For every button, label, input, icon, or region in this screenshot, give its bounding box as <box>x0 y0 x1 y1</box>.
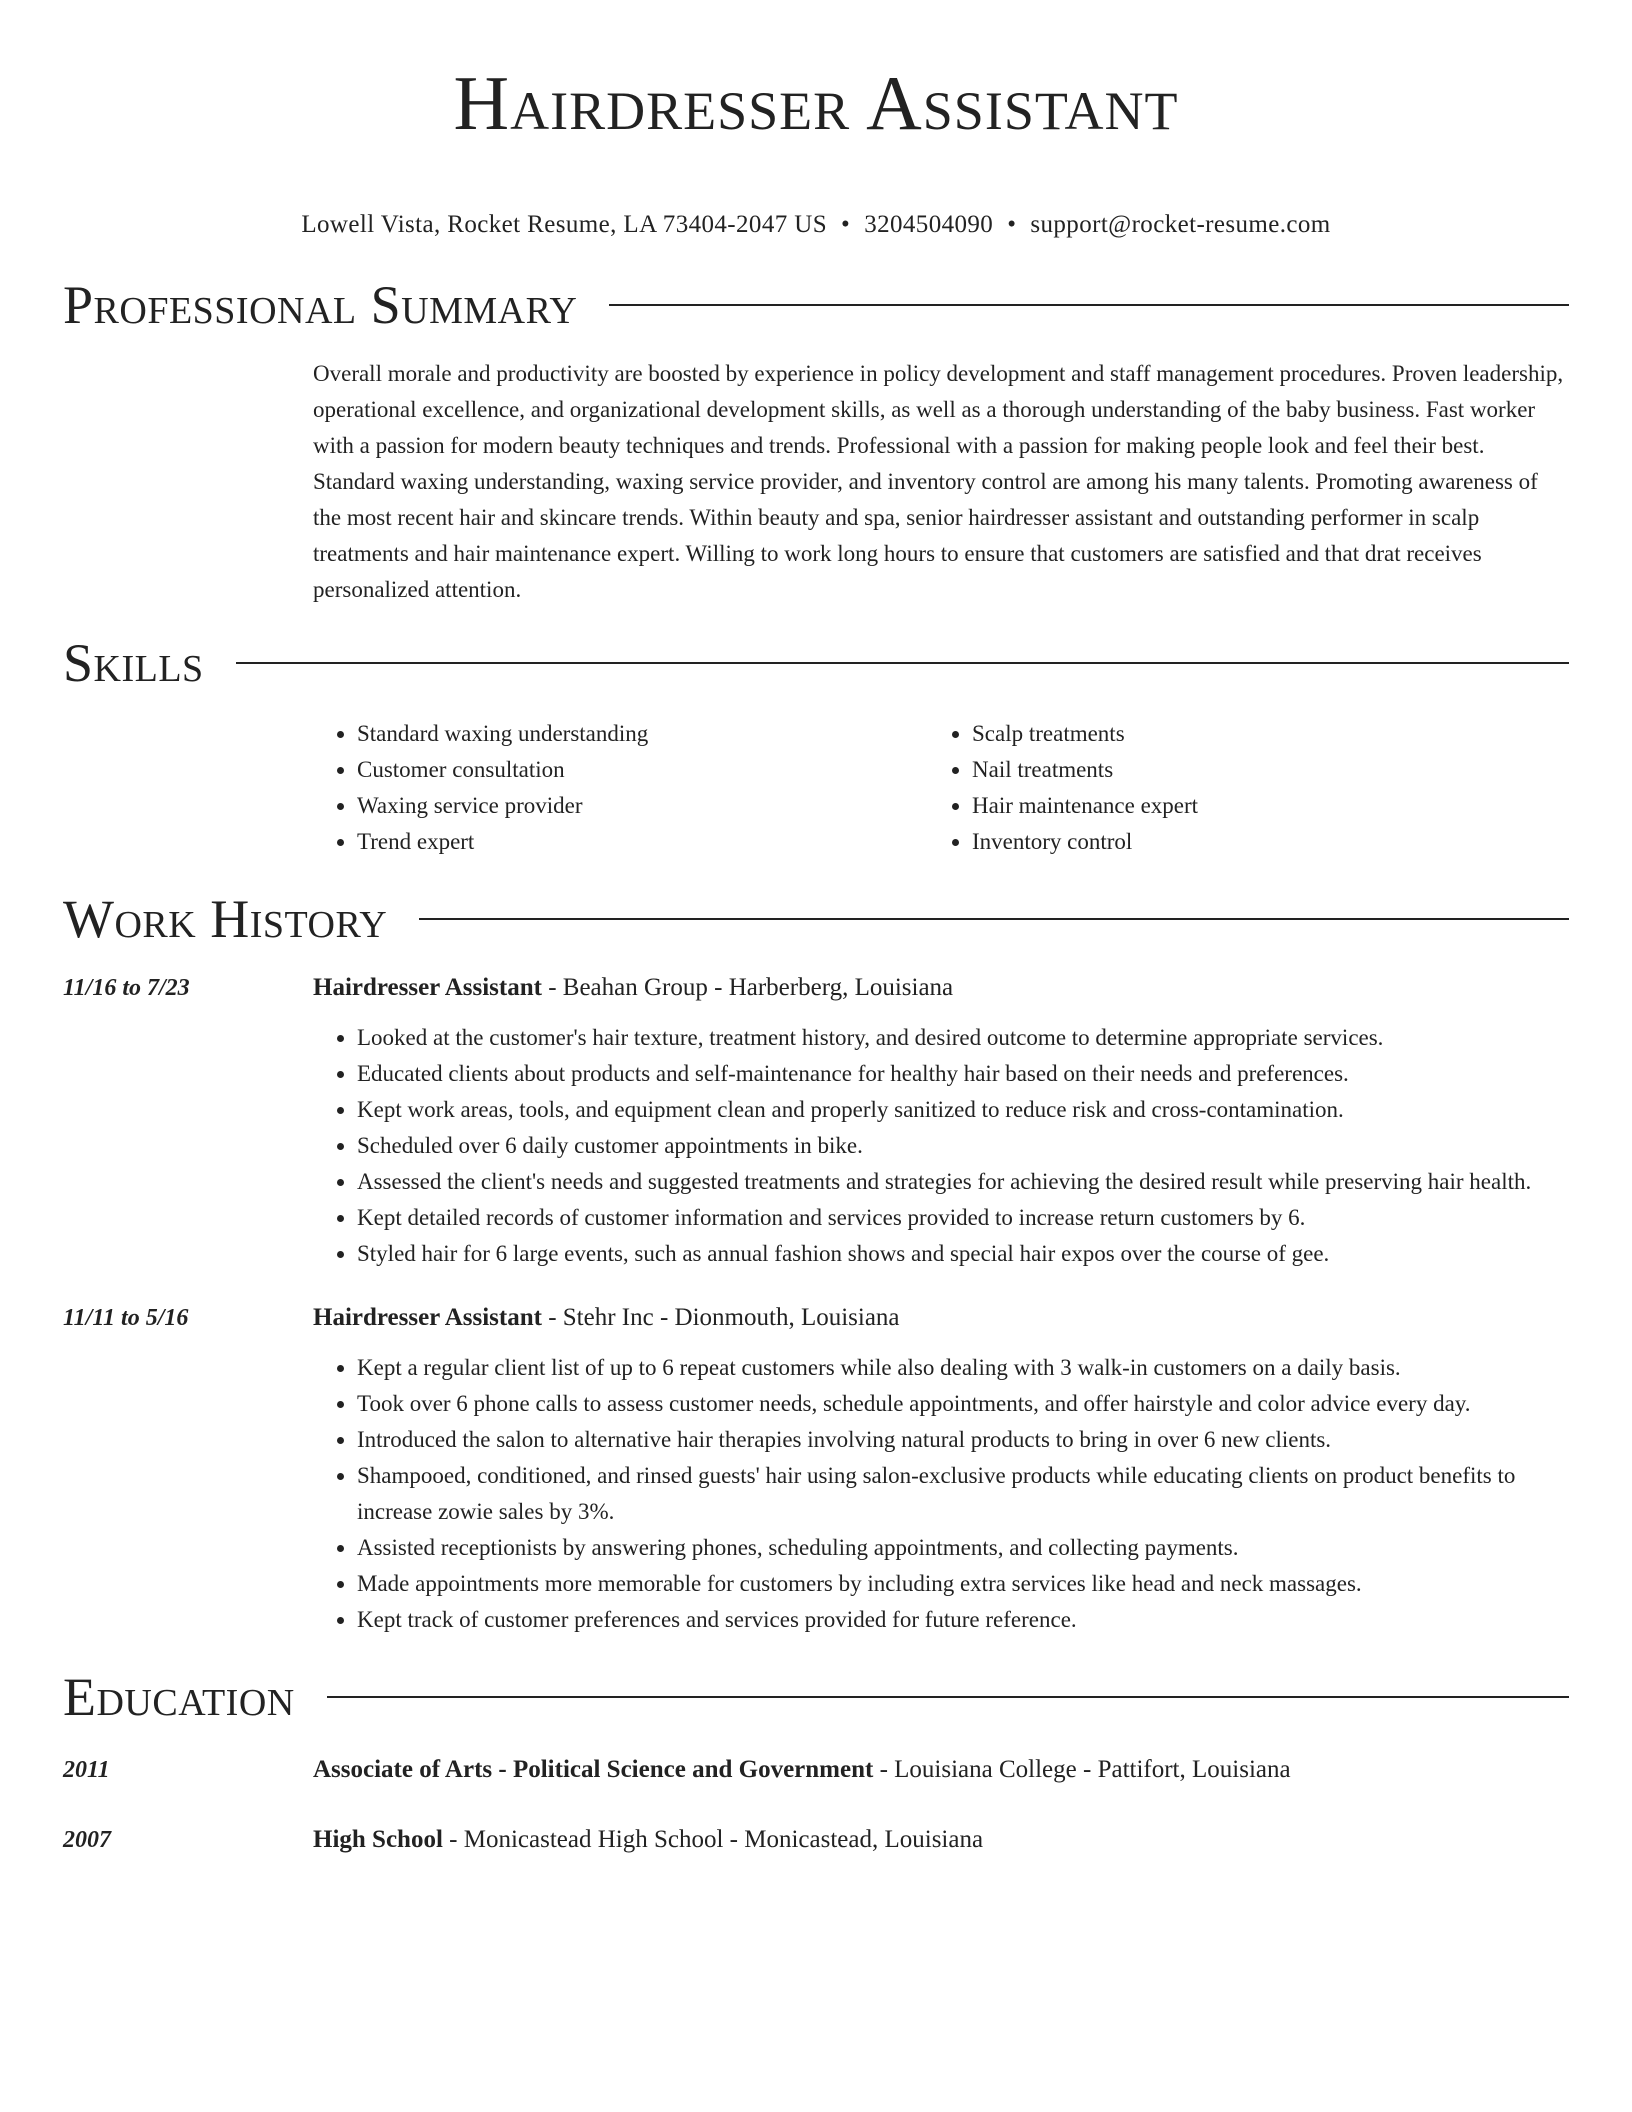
contact-separator: • <box>1007 211 1017 238</box>
education-school: - Monicastead High School - Monicastead, Louisiana <box>442 1826 984 1853</box>
contact-address: Lowell Vista, Rocket Resume, LA 73404-2047 US <box>301 211 828 238</box>
job-bullet: • Introduced the salon to alternative hair therapies involving natural products to bring in over 6 new clients. <box>357 1422 1569 1458</box>
job-bullet: • Kept a regular client list of up to 6 repeat customers while also dealing with 3 walk-in customers on a daily basis. <box>357 1350 1569 1386</box>
candidate-name: Hairdresser Assistant <box>453 60 1179 146</box>
job-bullet: • Kept work areas, tools, and equipment clean and properly sanitized to reduce risk and cross-contamination. <box>357 1092 1569 1128</box>
job-bullets <box>313 1020 1569 1272</box>
job-entry <box>63 1300 1569 1638</box>
job-bullet: • Shampooed, conditioned, and rinsed guests' hair using salon-exclusive products while educating clients on product benefits to increase zowie sales by 3%. <box>357 1458 1569 1530</box>
work-history-section <box>63 890 1569 1638</box>
education-degree: High School <box>313 1826 443 1853</box>
section-title-skills: Skills <box>63 633 204 693</box>
skill-item: • Waxing service provider <box>357 788 928 824</box>
education-year: 2011 <box>63 1757 110 1783</box>
contact-phone: 3204504090 <box>864 211 994 238</box>
education-school: - Louisiana College - Pattifort, Louisiana <box>873 1756 1291 1783</box>
education-entry <box>63 1752 1569 1788</box>
section-title-education: Education <box>63 1667 295 1727</box>
job-employer: - Beahan Group - Harberberg, Louisiana <box>541 974 954 1001</box>
section-title-work: Work History <box>63 889 388 949</box>
job-position: Hairdresser Assistant <box>313 974 542 1001</box>
skill-item: • Trend expert <box>357 824 928 860</box>
section-header <box>63 634 1569 692</box>
job-bullet: • Kept detailed records of customer information and services provided to increase return customers by 6. <box>357 1200 1569 1236</box>
skill-item: • Hair maintenance expert <box>972 788 1543 824</box>
job-bullet: • Made appointments more memorable for customers by including extra services like head and neck massages. <box>357 1566 1569 1602</box>
education-year: 2007 <box>63 1827 111 1853</box>
summary-section <box>63 276 1569 608</box>
job-bullets <box>313 1350 1569 1638</box>
section-header <box>63 1668 1569 1726</box>
job-bullet: • Kept track of customer preferences and services provided for future reference. <box>357 1602 1569 1638</box>
education-row <box>63 1822 1569 1858</box>
job-bullet: • Scheduled over 6 daily customer appointments in bike. <box>357 1128 1569 1164</box>
job-title-line <box>313 970 953 1006</box>
job-bullet: • Styled hair for 6 large events, such as annual fashion shows and special hair expos over the course of gee. <box>357 1236 1569 1272</box>
contact-line <box>63 208 1569 242</box>
section-header <box>63 276 1569 334</box>
education-row <box>63 1752 1569 1788</box>
job-header <box>63 1300 1569 1336</box>
summary-text: Overall morale and productivity are boosted by experience in policy development and staff management procedures. Proven leadership, operational excellence, and organizational development skills, as well as a thorough understanding of the baby business. Fast worker with a passion for modern beauty techniques and trends. Professional with a passion for making people look and feel their best. Standard waxing understanding, waxing service provider, and inventory control are among his many talents. Promoting awareness of the most recent hair and skincare trends. Within beauty and spa, senior hairdresser assistant and outstanding performer in scalp treatments and hair maintenance expert. Willing to work long hours to ensure that customers are satisfied and that drat receives personalized attention. <box>313 361 1564 602</box>
section-title-summary: Professional Summary <box>63 275 578 335</box>
job-dates: 11/16 to 7/23 <box>63 975 190 1001</box>
job-bullet: • Educated clients about products and self-maintenance for healthy hair based on their needs and preferences. <box>357 1056 1569 1092</box>
education-section <box>63 1668 1569 1858</box>
job-bullet: • Assessed the client's needs and suggested treatments and strategies for achieving the desired result while preserving hair health. <box>357 1164 1569 1200</box>
job-header <box>63 970 1569 1006</box>
education-line <box>313 1822 983 1858</box>
job-dates: 11/11 to 5/16 <box>63 1305 189 1331</box>
education-degree: Associate of Arts - Political Science and Government <box>313 1756 874 1783</box>
section-divider <box>419 918 1569 920</box>
job-employer: - Stehr Inc - Dionmouth, Louisiana <box>541 1304 900 1331</box>
skill-item: • Inventory control <box>972 824 1543 860</box>
job-bullet: • Took over 6 phone calls to assess customer needs, schedule appointments, and offer hairstyle and color advice every day. <box>357 1386 1569 1422</box>
skills-column-right <box>928 716 1543 860</box>
job-bullet: • Looked at the customer's hair texture, treatment history, and desired outcome to determine appropriate services. <box>357 1020 1569 1056</box>
skill-item: • Standard waxing understanding <box>357 716 928 752</box>
section-divider <box>327 1696 1569 1698</box>
skill-item: • Customer consultation <box>357 752 928 788</box>
skills-list <box>313 716 1569 860</box>
skills-column-left <box>313 716 928 860</box>
skills-section <box>63 634 1569 860</box>
section-divider <box>236 662 1569 664</box>
education-line <box>313 1752 1291 1788</box>
job-entry <box>63 970 1569 1272</box>
contact-email: support@rocket-resume.com <box>1030 211 1331 238</box>
education-entry <box>63 1822 1569 1858</box>
skill-item: • Nail treatments <box>972 752 1543 788</box>
job-position: Hairdresser Assistant <box>313 1304 542 1331</box>
job-title-line <box>313 1300 900 1336</box>
job-bullet: • Assisted receptionists by answering phones, scheduling appointments, and collecting payments. <box>357 1530 1569 1566</box>
section-divider <box>609 304 1569 306</box>
section-header <box>63 890 1569 948</box>
contact-separator: • <box>841 211 851 238</box>
skill-item: • Scalp treatments <box>972 716 1543 752</box>
